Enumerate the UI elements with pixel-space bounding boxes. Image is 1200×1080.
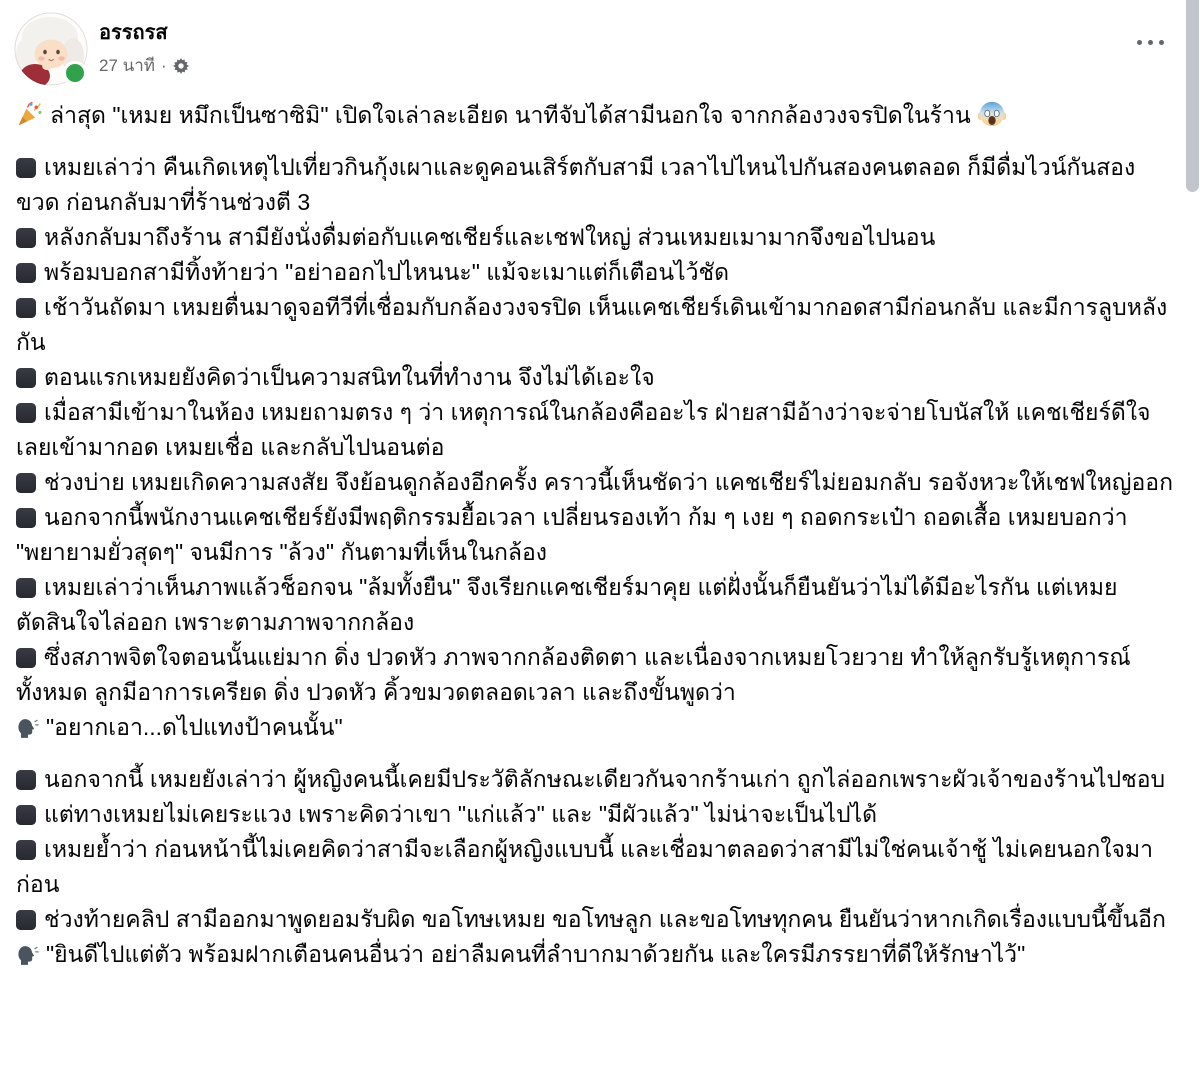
paragraph-text: ล่าสุด "เหมย หมึกเป็นซาซิมิ" เปิดใจเล่าละเอียด นาทีจับได้สามีนอกใจ จากกล้องวงจรปิดในร้าน (50, 102, 971, 128)
black-square-bullet-icon (16, 263, 36, 283)
scream-face-icon (978, 100, 1006, 128)
post-paragraph (16, 902, 1176, 937)
post-paragraph (16, 255, 1176, 290)
paragraph-text: ช่วงบ่าย เหมยเกิดความสงสัย จึงย้อนดูกล้องอีกครั้ง คราวนี้เห็นชัดว่า แคชเชียร์ไม่ยอมกลับ รอจังหวะให้เชฟใหญ่ออก (44, 469, 1173, 495)
post-paragraph (16, 395, 1176, 465)
post-options-button[interactable] (1131, 30, 1170, 55)
paragraph-text: ซึ่งสภาพจิตใจตอนนั้นแย่มาก ดิ่ง ปวดหัว ภาพจากกล้องติดตา และเนื่องจากเหมยโวยวาย ทำให้ลูกรับรู้เหตุการณ์ทั้งหมด ลูกมีอาการเครียด ดิ่ง ปวดหัว คิ้วขมวดตลอดเวลา และถึงขั้นพูดว่า (16, 644, 1131, 705)
black-square-bullet-icon (16, 158, 36, 178)
black-square-bullet-icon (16, 578, 36, 598)
post-paragraph (16, 710, 1176, 745)
post-meta (99, 52, 189, 79)
paragraph-text: ตอนแรกเหมยยังคิดว่าเป็นความสนิทในที่ทำงาน จึงไม่ได้เอะใจ (44, 364, 655, 390)
paragraph-text: เหมยเล่าว่า คืนเกิดเหตุไปเที่ยวกินกุ้งเผาและดูคอนเสิร์ตกับสามี เวลาไปไหนไปกันสองคนตลอด ก็มีดื่มไวน์กันสองขวด ก่อนกลับมาที่ร้านช่วงตี 3 (16, 154, 1136, 215)
scrollbar-thumb[interactable] (1186, 0, 1199, 192)
black-square-bullet-icon (16, 840, 36, 860)
paragraph-text: เช้าวันถัดมา เหมยตื่นมาดูจอทีวีที่เชื่อมกับกล้องวงจรปิด เห็นแคชเชียร์เดินเข้ามากอดสามีก่อนกลับ และมีการลูบหลังกัน (16, 294, 1168, 355)
black-square-bullet-icon (16, 805, 36, 825)
paragraph-text: เหมยเล่าว่าเห็นภาพแล้วช็อกจน "ล้มทั้งยืน" จึงเรียกแคชเชียร์มาคุย แต่ฝั่งนั้นก็ยืนยันว่าไม่ได้มีอะไรกัน แต่เหมยตัดสินใจไล่ออก เพราะตามภาพจากกล้อง (16, 574, 1118, 635)
paragraph-text: นอกจากนี้ เหมยยังเล่าว่า ผู้หญิงคนนี้เคยมีประวัติลักษณะเดียวกันจากร้านเก่า ถูกไล่ออกเพราะผัวเจ้าของร้านไปชอบ (44, 766, 1166, 792)
black-square-bullet-icon (16, 298, 36, 318)
speaking-head-icon (16, 944, 39, 967)
paragraph-text: เมื่อสามีเข้ามาในห้อง เหมยถามตรง ๆ ว่า เหตุการณ์ในกล้องคืออะไร ฝ่ายสามีอ้างว่าจะจ่ายโบนัสให้ แคชเชียร์ดีใจเลยเข้ามากอด เหมยเชื่อ และกลับไปนอนต่อ (16, 399, 1151, 460)
black-square-bullet-icon (16, 648, 36, 668)
post-paragraph (16, 937, 1176, 972)
post-paragraph (16, 98, 1176, 133)
post-paragraph (16, 290, 1176, 360)
paragraph-spacer (16, 133, 1176, 150)
paragraph-text: หลังกลับมาถึงร้าน สามียังนั่งดื่มต่อกับแคชเชียร์และเชฟใหญ่ ส่วนเหมยเมามากจึงขอไปนอน (44, 224, 936, 250)
avatar[interactable] (14, 12, 88, 86)
post-header (0, 0, 1200, 90)
black-square-bullet-icon (16, 403, 36, 423)
online-status-dot (63, 61, 87, 85)
post-paragraph (16, 762, 1176, 797)
post-paragraph (16, 570, 1176, 640)
speaking-head-icon (16, 717, 39, 740)
post-paragraph (16, 360, 1176, 395)
paragraph-text: พร้อมบอกสามีทิ้งท้ายว่า "อย่าออกไปไหนนะ" แม้จะเมาแต่ก็เตือนไว้ชัด (44, 259, 730, 285)
ellipsis-icon (1137, 40, 1142, 45)
black-square-bullet-icon (16, 770, 36, 790)
profile-name[interactable]: อรรถรส (99, 22, 168, 44)
party-popper-icon (16, 101, 43, 128)
post-paragraph (16, 832, 1176, 902)
paragraph-text: ช่วงท้ายคลิป สามีออกมาพูดยอมรับผิด ขอโทษเหมย ขอโทษลูก และขอโทษทุกคน ยืนยันว่าหากเกิดเรื่องแบบนี้ขึ้นอีก (44, 906, 1166, 932)
paragraph-spacer (16, 745, 1176, 762)
black-square-bullet-icon (16, 508, 36, 528)
post-paragraph (16, 640, 1176, 710)
timestamp[interactable]: 27 นาที (99, 56, 156, 75)
black-square-bullet-icon (16, 910, 36, 930)
post-paragraph (16, 220, 1176, 255)
paragraph-text: "อยากเอา...ดไปแทงป้าคนนั้น" (46, 714, 343, 740)
post-paragraph (16, 465, 1176, 500)
paragraph-text: "ยินดีไปแต่ตัว พร้อมฝากเตือนคนอื่นว่า อย่าลืมคนที่ลำบากมาด้วยกัน และใครมีภรรยาที่ดีให้รักษาไว้" (46, 941, 1026, 967)
post-paragraph (16, 797, 1176, 832)
post-paragraph (16, 150, 1176, 220)
black-square-bullet-icon (16, 368, 36, 388)
post-body (0, 90, 1200, 972)
paragraph-text: แต่ทางเหมยไม่เคยระแวง เพราะคิดว่าเขา "แก่แล้ว" และ "มีผัวแล้ว" ไม่น่าจะเป็นไปได้ (44, 801, 878, 827)
paragraph-text: เหมยย้ำว่า ก่อนหน้านี้ไม่เคยคิดว่าสามีจะเลือกผู้หญิงแบบนี้ และเชื่อมาตลอดว่าสามีไม่ใช่คนเจ้าชู้ ไม่เคยนอกใจมาก่อน (16, 836, 1154, 897)
black-square-bullet-icon (16, 473, 36, 493)
black-square-bullet-icon (16, 228, 36, 248)
post-paragraph (16, 500, 1176, 570)
paragraph-text: นอกจากนี้พนักงานแคชเชียร์ยังมีพฤติกรรมยื้อเวลา เปลี่ยนรองเท้า ก้ม ๆ เงย ๆ ถอดกระเป๋า ถอดเสื้อ เหมยบอกว่า "พยายามยั่วสุดๆ" จนมีการ "ล้วง" กันตามที่เห็นในกล้อง (16, 504, 1128, 565)
scrollbar-track (1185, 0, 1200, 1080)
header-text (99, 12, 189, 79)
meta-separator: · (161, 55, 167, 75)
gear-icon (173, 58, 189, 74)
